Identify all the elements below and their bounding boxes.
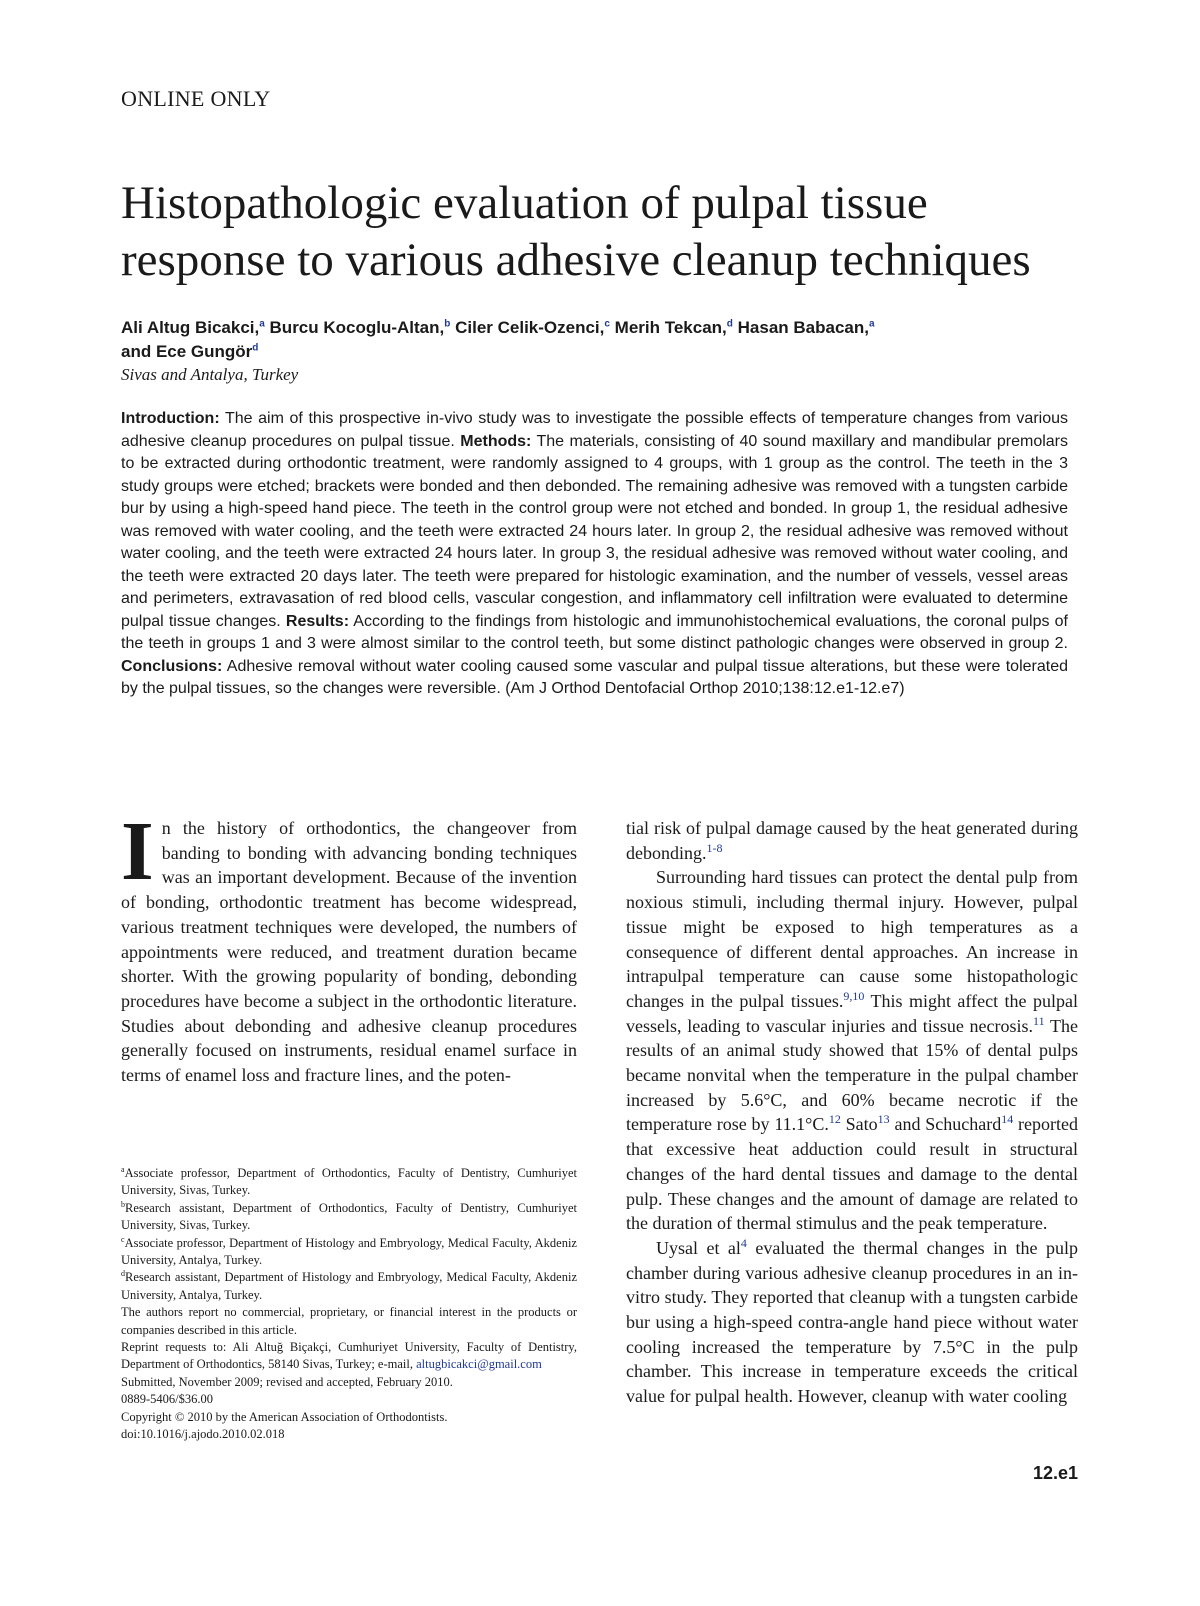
author-name: Ali Altug Bicakci, xyxy=(121,318,260,337)
abstract-intro-text: The aim of this prospective in-vivo study was to investigate the possible effects of temperature changes from various adhesive cleanup procedures on pulpal tissue. xyxy=(121,410,1068,450)
footnote-submitted: Submitted, November 2009; revised and accepted, February 2010. xyxy=(121,1374,453,1389)
footnote-affiliation xyxy=(121,1165,577,1200)
paragraph-text: The results of an animal study showed that 15% of dental pulps became nonvital when the temperature in the pulpal chamber increased by 5.6°C, and 60% became necrotic if the temperature rose by 11.1°C. xyxy=(626,1015,1078,1135)
abstract-conclusions-text: Adhesive removal without water cooling caused some vascular and pulpal tissue alterations, but these were tolerated by the pulpal tissues, so the changes were reversible. (Am J Orthod Dentofacial Orthop 2010;138:12.e1-12.e7) xyxy=(121,657,1068,697)
author-name: Hasan Babacan, xyxy=(737,318,869,337)
footnote-text: Reprint requests to: Ali Altuğ Biçakçi, Cumhuriyet University, Faculty of Dentistry, Department of Orthodontics, 58140 Sivas, Turkey; e-mail, xyxy=(121,1340,577,1372)
paragraph-text: and Schuchard xyxy=(889,1114,1002,1135)
abstract-results-label: Results: xyxy=(285,612,350,630)
author-name: Merih Tekcan, xyxy=(614,318,727,337)
affiliation-mark[interactable]: a xyxy=(868,318,875,330)
body-column-right xyxy=(626,816,1078,1409)
affiliation-mark[interactable]: d xyxy=(726,318,733,330)
abstract-intro-label: Introduction: xyxy=(121,410,220,427)
affiliation-mark[interactable]: b xyxy=(444,318,451,330)
footnote-text: Research assistant, Department of Orthodontics, Faculty of Dentistry, Cumhuriyet University, Sivas, Turkey. xyxy=(121,1200,577,1233)
author-location: Sivas and Antalya, Turkey xyxy=(121,365,299,384)
footnote-mark: d xyxy=(121,1269,125,1279)
paragraph-continuation xyxy=(626,816,1078,865)
footnote-disclosure: The authors report no commercial, proprietary, or financial interest in the products or companies described in this article. xyxy=(121,1305,577,1337)
footnote-mark: a xyxy=(121,1164,125,1174)
paragraph-text: evaluated the thermal changes in the pulp chamber during various adhesive cleanup procedures in an in-vitro study. They reported that cleanup with a tungsten carbide bur using a high-speed contra-angle hand piece without water cooling increased the temperature by 7.5°C in the pulp chamber. This increase in temperature exceeds the critical value for pulpal health. However, cleanup with water cooling xyxy=(626,1237,1079,1407)
intro-paragraph-text: n the history of orthodontics, the changeover from banding to bonding with advancing bonding techniques was an important development. Because of the invention of bonding, orthodontic treatment has become widespread, various treatment techniques were developed, the numbers of appointments were reduced, and treatment duration became shorter. With the growing popularity of bonding, debonding procedures have become a subject in the orthodontic literature. Studies about debonding and adhesive cleanup procedures generally focused on instruments, residual enamel surface in terms of enamel loss and fracture lines, and the poten- xyxy=(121,818,577,1086)
author-name: Burcu Kocoglu-Altan, xyxy=(269,318,445,337)
footnote-text: Associate professor, Department of Histology and Embryology, Medical Faculty, Akdeniz University, Antalya, Turkey. xyxy=(121,1235,577,1268)
footnote-affiliation xyxy=(121,1269,577,1304)
footnote-reprint xyxy=(121,1339,577,1374)
intro-paragraph xyxy=(121,805,577,1088)
title-line-1: Histopathologic evaluation of pulpal tissue xyxy=(121,177,928,229)
paragraph-text: reported that excessive heat adduction could result in structural changes of the hard dental tissues and damage to the dental pulp. These changes and the amount of damage are related to the duration of thermal stimulus and the peak temperature. xyxy=(626,1114,1078,1234)
footnotes xyxy=(121,1165,577,1444)
reference-link[interactable]: 11 xyxy=(1033,1013,1045,1028)
email-link[interactable]: altugbicakci@gmail.com xyxy=(416,1357,542,1372)
reference-link[interactable]: 12 xyxy=(828,1112,841,1127)
paragraph-text: Surrounding hard tissues can protect the dental pulp from noxious stimuli, including thermal injury. However, pulpal tissue might be exposed to high temperatures as a consequence of different dental approaches. An increase in intrapulpal temperature can cause some histopathologic changes in the pulpal tissues. xyxy=(626,867,1078,1011)
online-only-label: ONLINE ONLY xyxy=(121,86,271,111)
reference-link[interactable]: 1-8 xyxy=(706,840,723,855)
abstract-results-text: According to the findings from histologic and immunohistochemical evaluations, the coronal pulps of the teeth in groups 1 and 3 were almost similar to the control teeth, but some distinct pathologic changes were observed in group 2. xyxy=(121,612,1068,652)
paragraph-text: tial risk of pulpal damage caused by the heat generated during debonding. xyxy=(626,818,1078,863)
body-column-left xyxy=(121,805,577,1088)
abstract xyxy=(121,408,1068,701)
footnote-mark: b xyxy=(121,1199,125,1209)
paragraph xyxy=(626,865,1078,1236)
title-line-2: response to various adhesive cleanup techniques xyxy=(121,234,1031,286)
abstract-conclusions-label: Conclusions: xyxy=(121,657,223,675)
article-title xyxy=(121,175,1121,289)
reference-link[interactable]: 13 xyxy=(877,1112,890,1127)
affiliation-mark[interactable]: c xyxy=(604,318,610,330)
affiliation-mark[interactable]: a xyxy=(259,318,265,330)
reference-link[interactable]: 14 xyxy=(1001,1112,1014,1127)
footnote-doi: doi:10.1016/j.ajodo.2010.02.018 xyxy=(121,1427,285,1442)
paragraph-text: This might affect the pulpal vessels, leading to vascular injuries and tissue necrosis. xyxy=(626,990,1078,1036)
affiliation-mark[interactable]: d xyxy=(252,342,259,354)
author-name: Ciler Celik-Ozenci, xyxy=(455,318,605,337)
drop-cap: I xyxy=(121,805,154,898)
reference-link[interactable]: 4 xyxy=(740,1235,747,1250)
paragraph xyxy=(626,1236,1078,1409)
footnote-mark: c xyxy=(121,1234,125,1244)
footnote-text: Associate professor, Department of Orthodontics, Faculty of Dentistry, Cumhuriyet University, Sivas, Turkey. xyxy=(121,1166,577,1198)
paragraph-text: Sato xyxy=(840,1114,878,1135)
page-number: 12.e1 xyxy=(1032,1463,1078,1483)
footnote-copyright: Copyright © 2010 by the American Association of Orthodontists. xyxy=(121,1409,448,1424)
author-list xyxy=(121,316,1081,364)
footnote-affiliation xyxy=(121,1235,577,1270)
footnote-affiliation xyxy=(121,1200,577,1235)
footnote-text: Research assistant, Department of Histology and Embryology, Medical Faculty, Akdeniz University, Antalya, Turkey. xyxy=(121,1270,577,1302)
paragraph-text: Uysal et al xyxy=(656,1237,741,1258)
author-name: and Ece Gungör xyxy=(121,342,253,361)
reference-link[interactable]: 9,10 xyxy=(843,988,865,1003)
footnote-issn: 0889-5406/$36.00 xyxy=(121,1392,214,1407)
abstract-methods-text: The materials, consisting of 40 sound maxillary and mandibular premolars to be extracted during orthodontic treatment, were randomly assigned to 4 groups, with 1 group as the control. The teeth in the 3 study groups were etched; brackets were bonded and then debonded. The remaining adhesive was removed with a tungsten carbide bur by using a high-speed hand piece. The teeth in the control group were not etched and bonded. In group 1, the residual adhesive was removed with water cooling, and the teeth were extracted 24 hours later. In group 2, the residual adhesive was removed without water cooling, and the teeth were extracted 24 hours later. In group 3, the residual adhesive was removed without water cooling, and the teeth were extracted 20 days later. The teeth were prepared for histologic examination, and the number of vessels, vessel areas and perimeters, extravasation of red blood cells, vascular congestion, and inflammatory cell infiltration were evaluated to determine pulpal tissue changes. xyxy=(121,432,1068,630)
abstract-methods-label: Methods: xyxy=(460,432,532,450)
